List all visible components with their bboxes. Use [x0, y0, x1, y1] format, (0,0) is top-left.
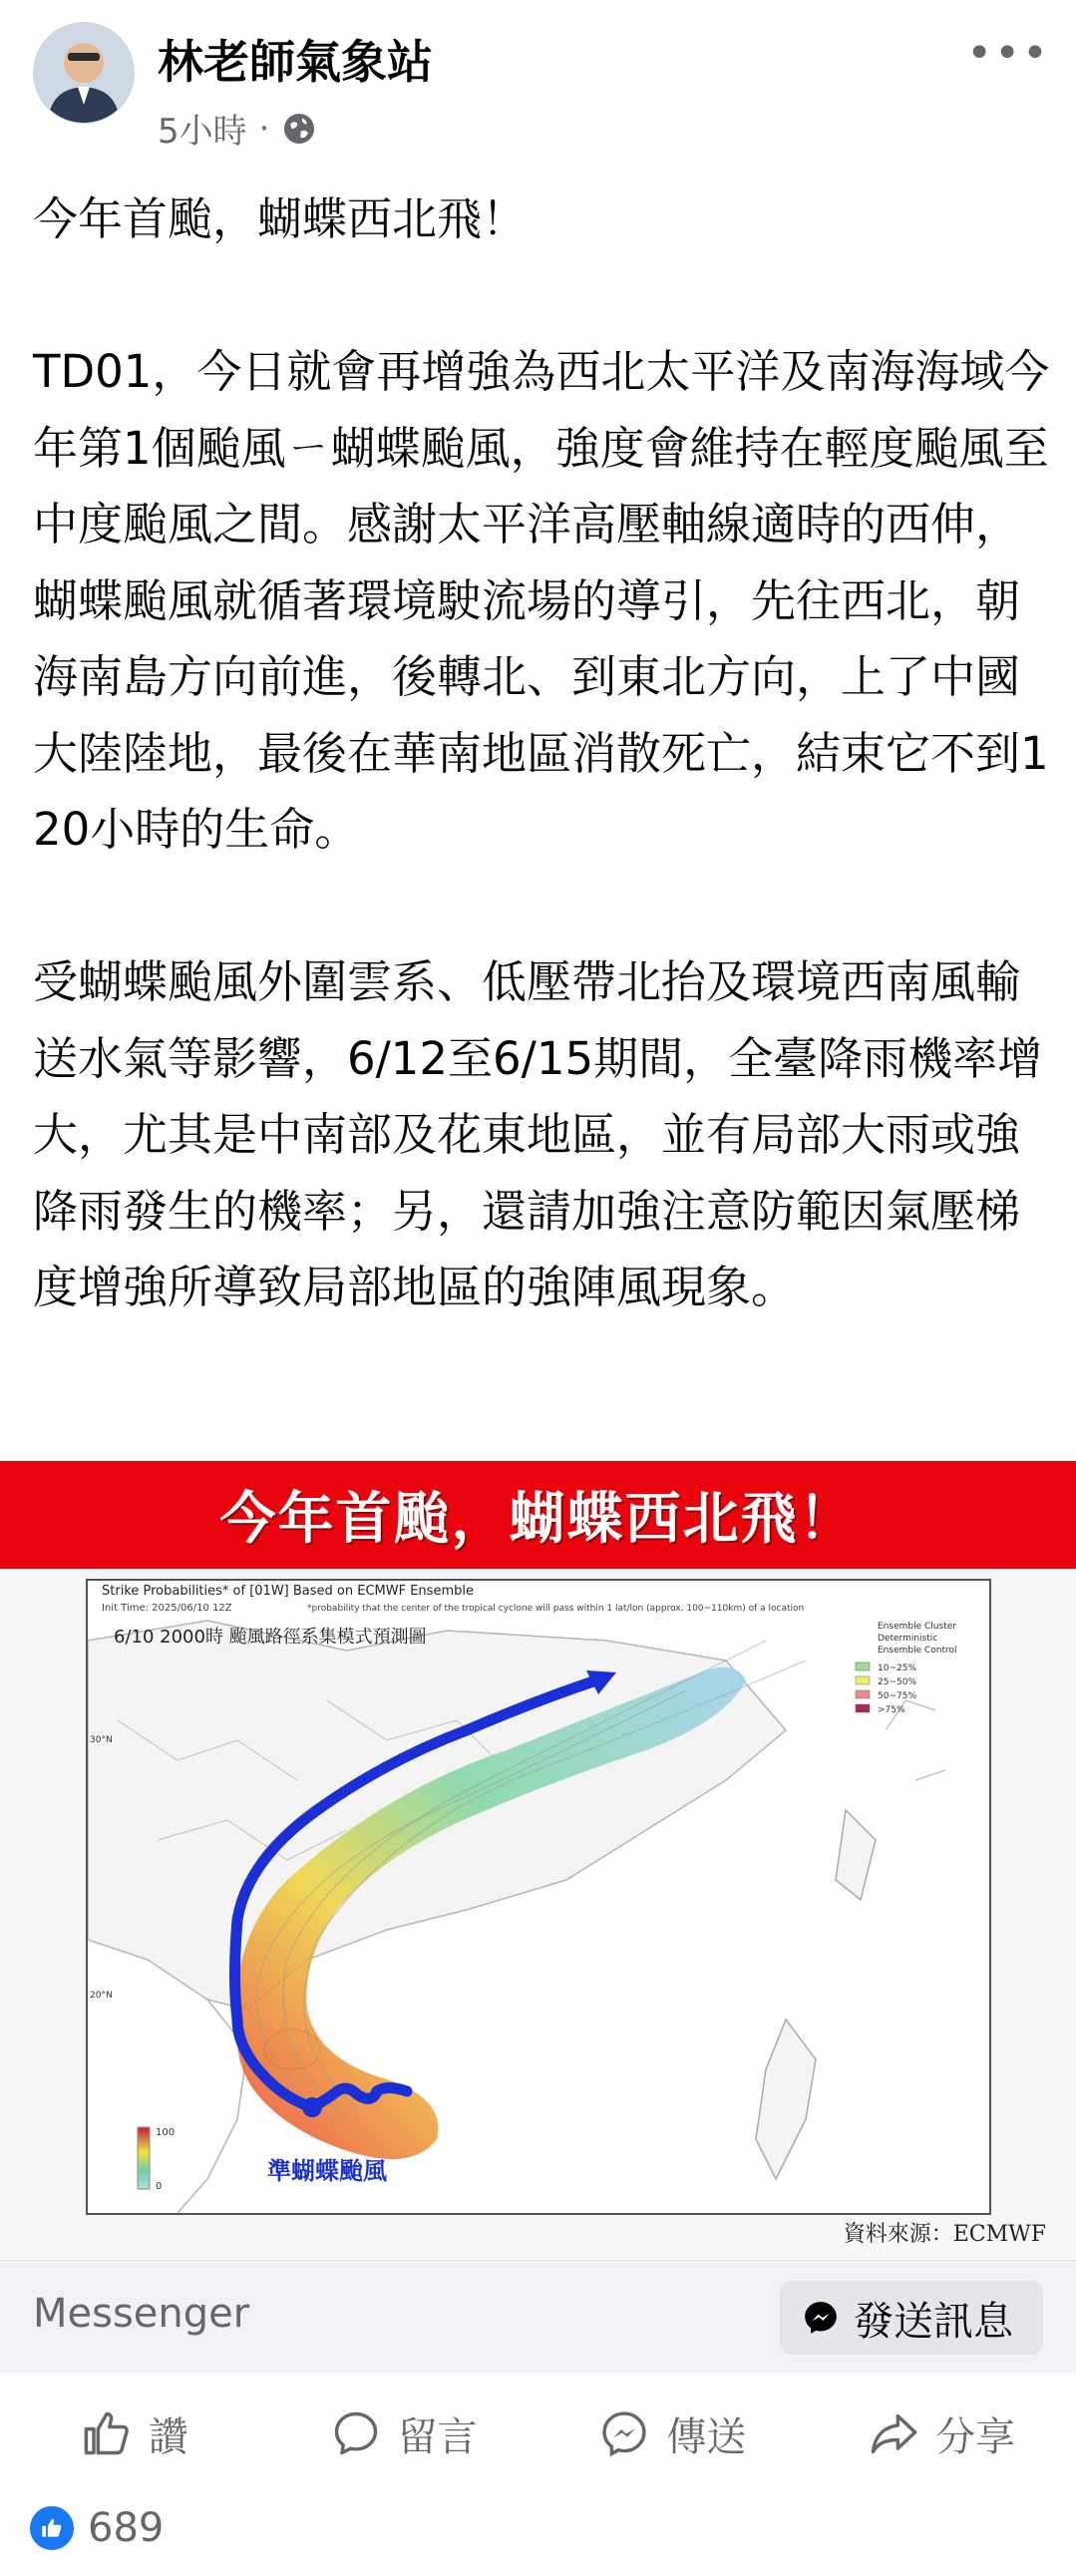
legend-item: Ensemble Control [878, 1646, 957, 1656]
thumbs-up-icon [39, 2515, 65, 2541]
storm-label: 準蝴蝶颱風 [267, 2157, 387, 2185]
avatar-image [34, 23, 134, 123]
legend-item: Deterministic [878, 1634, 938, 1644]
reaction-count: 689 [88, 2505, 165, 2551]
map-init-time: Init Time: 2025/06/10 12Z [102, 1603, 232, 1614]
post-time[interactable]: 5小時 [158, 112, 247, 152]
legend-item: 50~75% [878, 1691, 916, 1701]
like-button[interactable] [0, 2405, 269, 2462]
like-reaction-icon [30, 2506, 74, 2550]
send-button[interactable] [538, 2405, 808, 2462]
messenger-icon [802, 2299, 840, 2337]
messenger-label: Messenger [33, 2291, 250, 2337]
scale-min: 0 [156, 2181, 163, 2192]
legend-item: 10~25% [878, 1663, 916, 1673]
lat-label: 20°N [90, 1991, 113, 2001]
legend-item: >75% [878, 1705, 905, 1715]
comment-label: 留言 [397, 2413, 478, 2460]
scale-max: 100 [156, 2127, 176, 2138]
meta-separator: · [258, 108, 270, 149]
post-header [0, 0, 1076, 170]
forecast-image[interactable] [0, 1569, 1076, 2259]
post-meta [158, 104, 317, 153]
send-message-button[interactable] [780, 2281, 1043, 2355]
messenger-icon [598, 2407, 650, 2459]
messenger-bar [0, 2260, 1076, 2373]
more-options-icon[interactable]: ••• [966, 28, 1050, 79]
legend-item: Ensemble Cluster [878, 1622, 956, 1632]
like-label: 讚 [148, 2413, 188, 2460]
share-label: 分享 [935, 2413, 1016, 2460]
legend-item: 25~50% [878, 1677, 916, 1687]
share-button[interactable] [807, 2405, 1076, 2462]
share-arrow-icon [868, 2407, 919, 2459]
image-source: 資料來源：ECMWF [843, 2222, 1046, 2247]
map-title: Strike Probabilities* of [01W] Based on ECMWF Ensemble [102, 1584, 474, 1599]
lat-label: 30°N [90, 1735, 113, 1745]
map-subtitle: 6/10 2000時 颱風路徑系集模式預測圖 [114, 1627, 427, 1648]
comment-button[interactable] [269, 2405, 538, 2462]
forecast-map [86, 1579, 991, 2215]
map-footnote: *probability that the center of the tropical cyclone will pass within 1 lat/lon (approx. 100~110km) of a location [307, 1604, 805, 1614]
reactions-summary[interactable] [30, 2493, 164, 2563]
post-text: 今年首颱，蝴蝶西北飛！ TD01，今日就會再增強為西北太平洋及南海海域今年第1個颱風ㄧ蝴蝶颱風，強度會維持在輕度颱風至中度颱風之間。感謝太平洋高壓軸線適時的西伸，蝴蝶颱風就循著環境駛流場的導引，先往西北，朝海南島方向前進，後轉北、到東北方向，上了中國大陸陸地，最後在華南地區消散死亡，結束它不到120小時的生命。 受蝴蝶颱風外圍雲系、低壓帶北抬及環境西南風輸送水氣等影響，6/12至6/15期間，全臺降雨機率增大，尤其是中南部及花東地區，並有局部大雨或強降雨發生的機率；另，還請加強注意防範因氣壓梯度增強所導致局部地區的強陣風現象。 [33, 192, 1050, 1313]
comment-icon [330, 2407, 382, 2459]
typhoon-track-map [88, 1581, 989, 2213]
globe-icon [281, 111, 317, 147]
avatar[interactable] [33, 22, 135, 124]
post-actions [0, 2374, 1076, 2493]
image-banner [0, 1461, 1076, 1569]
author-name[interactable]: 林老師氣象站 [158, 35, 433, 89]
send-label: 傳送 [666, 2413, 747, 2460]
send-message-label: 發送訊息 [854, 2298, 1013, 2345]
thumbs-up-icon [81, 2407, 133, 2459]
banner-text: 今年首颱，蝴蝶西北飛！ [219, 1487, 857, 1552]
